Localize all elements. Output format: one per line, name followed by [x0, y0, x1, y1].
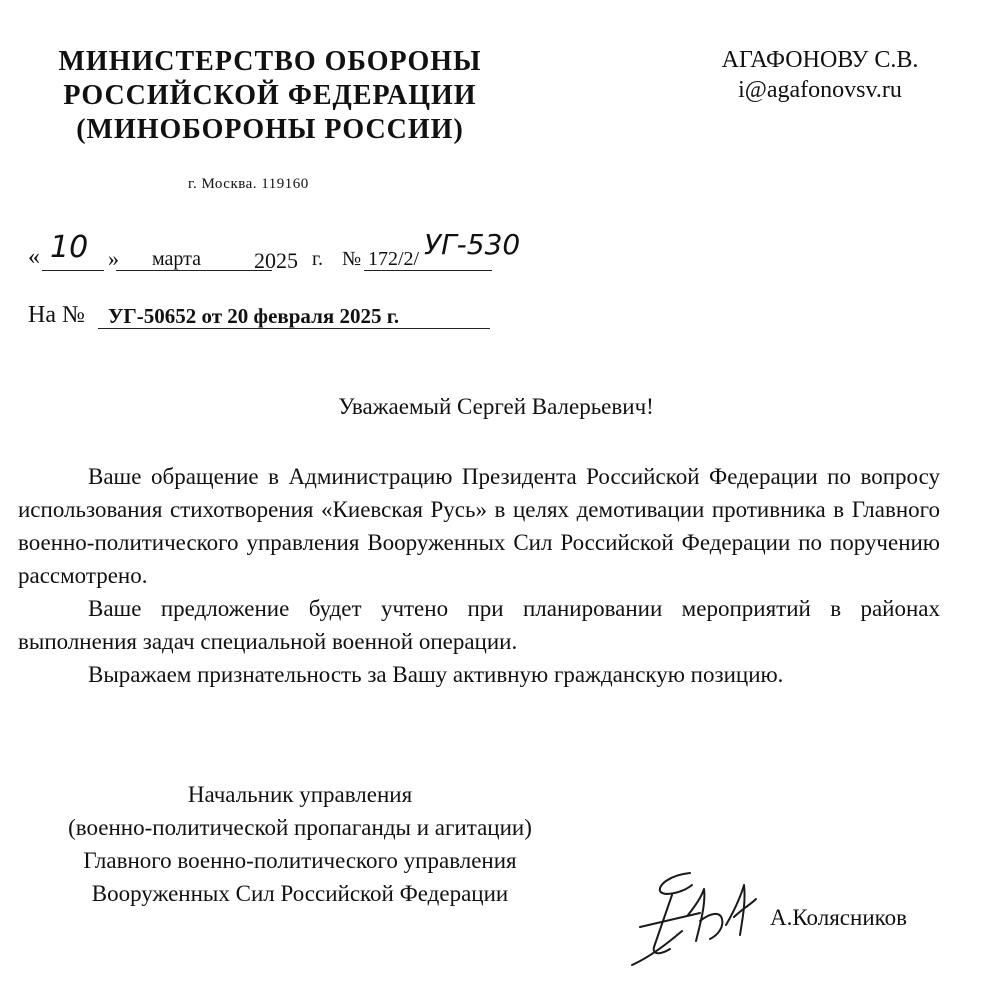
signer-line-4: Вооруженных Сил Российской Федерации	[91, 881, 509, 906]
date-day-handwritten: 10	[50, 230, 89, 265]
date-year: 2025	[254, 248, 298, 273]
paragraph-3: Выражаем признательность за Вашу активную гражданскую позицию.	[88, 662, 784, 687]
addressee-block	[690, 45, 950, 105]
sender-line-2: РОССИЙСКОЙ ФЕДЕРАЦИИ	[63, 80, 477, 111]
number-label: №	[342, 248, 362, 270]
paragraph-1: Ваше обращение в Администрацию Президента Российской Федерации по вопросу использования стихотворения «Киевская Русь» в целях демотивации противника в Главного военно-политического управления Вооруженных Сил Российской Федерации по поручению рассмотрено.	[18, 464, 940, 588]
salutation: Уважаемый Сергей Валерьевич!	[338, 394, 654, 419]
handwritten-signature	[630, 855, 770, 980]
date-month: марта	[152, 248, 201, 270]
reference-value: УГ-50652 от 20 февраля 2025 г.	[108, 304, 400, 328]
signer-line-3: Главного военно-политического управления	[83, 848, 517, 873]
addressee-name: АГАФОНОВУ С.В.	[721, 47, 919, 73]
letter-body	[18, 460, 940, 691]
paragraph-2: Ваше предложение будет учтено при планировании мероприятий в районах выполнения задач специальной военной операции.	[18, 596, 940, 654]
sender-line-3: (МИНОБОРОНЫ РОССИИ)	[76, 114, 464, 145]
date-year-suffix: г.	[312, 248, 323, 270]
date-open-quote: «	[28, 244, 40, 270]
number-handwritten: УГ-530	[424, 228, 521, 261]
number-printed: 172/2/	[368, 248, 420, 270]
reference-label: На №	[28, 302, 85, 328]
date-close-quote: »	[108, 246, 119, 271]
date-line	[28, 228, 548, 278]
signer-line-2: (военно-политической пропаганды и агитации)	[68, 815, 532, 840]
addressee-email: i@agafonovsv.ru	[738, 77, 902, 103]
reference-line	[28, 298, 548, 338]
signer-name: А.Колясников	[770, 905, 908, 930]
sender-city: г. Москва. 119160	[188, 176, 309, 192]
signer-line-1: Начальник управления	[187, 782, 413, 807]
sender-line-1: МИНИСТЕРСТВО ОБОРОНЫ	[58, 46, 482, 77]
sender-block	[40, 45, 500, 147]
signer-block	[0, 778, 600, 910]
